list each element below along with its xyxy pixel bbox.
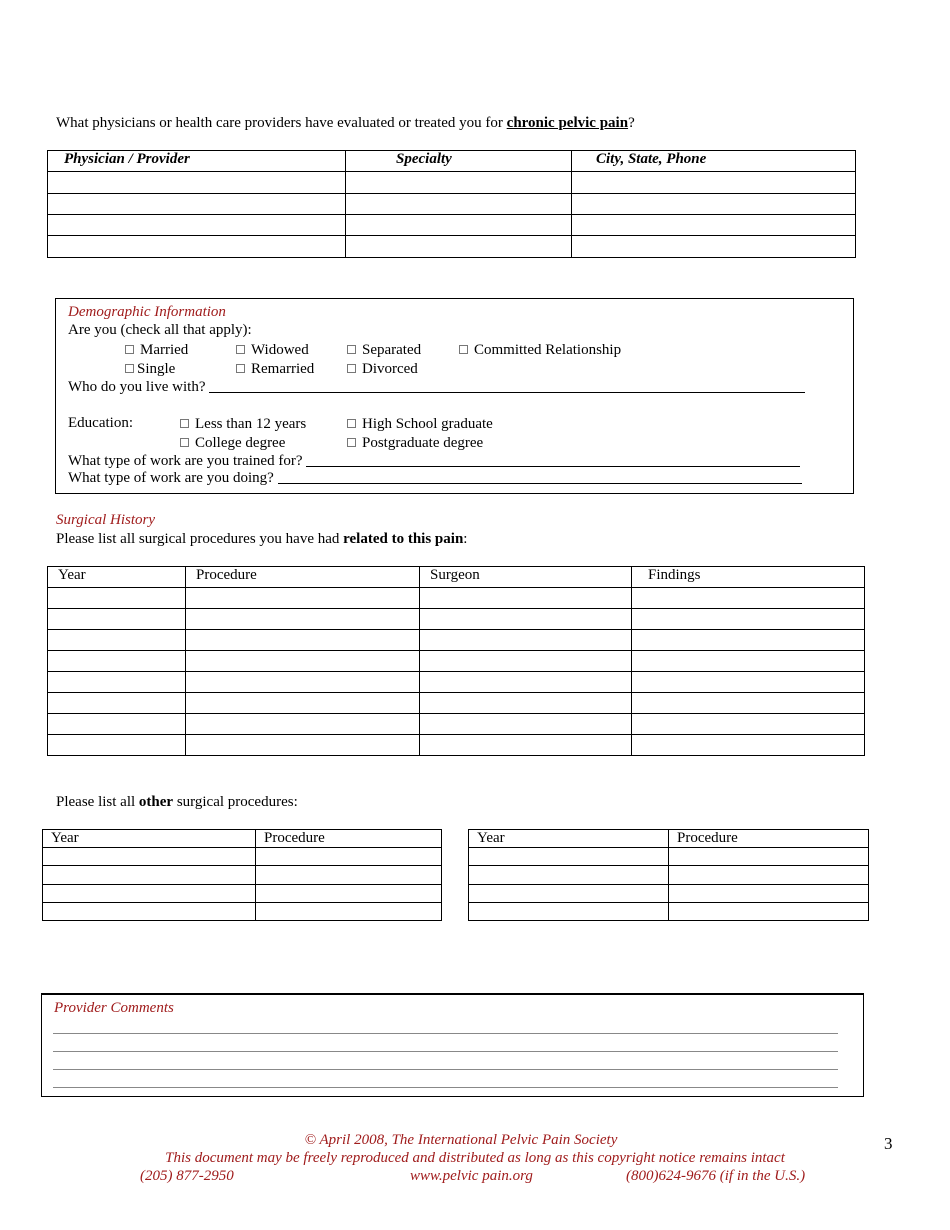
table-cell[interactable] <box>256 903 442 921</box>
header-city-state-phone: City, State, Phone <box>572 151 856 172</box>
question-suffix: ? <box>628 115 635 131</box>
table-row[interactable] <box>48 215 856 236</box>
table-cell[interactable] <box>186 714 420 735</box>
comment-line[interactable] <box>53 1033 838 1034</box>
table-cell[interactable] <box>346 215 572 236</box>
option-label: High School graduate <box>362 416 493 432</box>
other-prompt-suffix: surgical procedures: <box>173 794 298 810</box>
table-cell[interactable] <box>469 885 669 903</box>
table-cell[interactable] <box>669 866 869 885</box>
checkbox-icon[interactable] <box>236 364 245 373</box>
surgical-header-row <box>48 567 865 588</box>
table-cell[interactable] <box>632 672 865 693</box>
table-cell[interactable] <box>420 735 632 756</box>
live-with-field[interactable] <box>209 379 805 393</box>
table-cell[interactable] <box>420 672 632 693</box>
table-cell[interactable] <box>572 194 856 215</box>
trained-field[interactable] <box>306 453 800 467</box>
checkbox-icon[interactable] <box>459 345 468 354</box>
table-cell[interactable] <box>669 885 869 903</box>
other-surgical-prompt <box>56 794 298 811</box>
table-cell[interactable] <box>43 848 256 866</box>
other-surgical-table-left <box>42 829 442 921</box>
demographic-title: Demographic Information <box>68 304 226 320</box>
surgical-table <box>47 566 865 756</box>
checkbox-icon[interactable] <box>347 438 356 447</box>
table-row[interactable] <box>48 735 865 756</box>
option-label: Divorced <box>362 361 418 377</box>
option-label: Postgraduate degree <box>362 435 484 451</box>
table-cell[interactable] <box>48 172 346 194</box>
table-cell[interactable] <box>469 848 669 866</box>
table-cell[interactable] <box>572 236 856 258</box>
surgical-prompt-suffix: : <box>463 531 468 547</box>
other-surgical-table-right <box>468 829 869 921</box>
surgical-prompt <box>56 531 467 548</box>
checkbox-icon[interactable] <box>347 419 356 428</box>
check-prompt: Are you (check all that apply): <box>68 322 252 338</box>
option-divorced[interactable] <box>347 360 418 379</box>
trained-label: What type of work are you trained for? <box>68 453 303 469</box>
table-cell[interactable] <box>256 885 442 903</box>
header-procedure: Procedure <box>186 567 420 588</box>
table-row[interactable] <box>469 885 869 903</box>
option-married[interactable] <box>125 341 188 360</box>
table-cell[interactable] <box>572 215 856 236</box>
option-less-than-12[interactable] <box>180 415 306 434</box>
option-separated[interactable] <box>347 341 421 360</box>
providers-table <box>47 150 856 258</box>
live-with-row <box>68 379 813 396</box>
option-postgraduate[interactable] <box>347 434 483 453</box>
footer-copyright: © April 2008, The International Pelvic Pain Society <box>304 1132 618 1148</box>
doing-row <box>68 470 814 487</box>
table-cell[interactable] <box>669 848 869 866</box>
option-label: Remarried <box>251 361 315 377</box>
table-cell[interactable] <box>186 630 420 651</box>
table-row[interactable] <box>48 588 865 609</box>
table-cell[interactable] <box>48 651 186 672</box>
table-cell[interactable] <box>420 609 632 630</box>
table-row[interactable] <box>43 866 442 885</box>
comment-line[interactable] <box>53 1051 838 1052</box>
live-with-label: Who do you live with? <box>68 379 206 395</box>
table-cell[interactable] <box>420 714 632 735</box>
table-cell[interactable] <box>186 651 420 672</box>
table-cell[interactable] <box>43 903 256 921</box>
header-findings: Findings <box>632 567 865 588</box>
checkbox-icon[interactable] <box>236 345 245 354</box>
doing-field[interactable] <box>278 470 802 484</box>
table-row[interactable] <box>48 672 865 693</box>
option-label: College degree <box>195 435 286 451</box>
surgical-prompt-emphasis: related to this pain <box>343 531 464 547</box>
comment-line[interactable] <box>53 1069 838 1070</box>
checkbox-icon[interactable] <box>180 438 189 447</box>
provider-comments-title: Provider Comments <box>54 1000 174 1016</box>
table-cell[interactable] <box>186 609 420 630</box>
other-prompt-emphasis: other <box>138 794 174 810</box>
comment-line[interactable] <box>53 1087 838 1088</box>
table-row[interactable] <box>43 903 442 921</box>
table-cell[interactable] <box>420 693 632 714</box>
table-cell[interactable] <box>572 172 856 194</box>
checkbox-icon[interactable] <box>180 419 189 428</box>
table-cell[interactable] <box>48 215 346 236</box>
option-label: Less than 12 years <box>195 416 307 432</box>
table-row[interactable] <box>469 866 869 885</box>
header-surgeon: Surgeon <box>420 567 632 588</box>
provider-question <box>56 115 635 132</box>
footer-website[interactable]: www.pelvic pain.org <box>410 1168 533 1184</box>
table-cell[interactable] <box>420 651 632 672</box>
question-prefix: What physicians or health care providers have evaluated or treated you for <box>56 115 507 131</box>
table-cell[interactable] <box>48 735 186 756</box>
education-label: Education: <box>68 415 133 431</box>
table-cell[interactable] <box>346 172 572 194</box>
option-label: Widowed <box>251 342 309 358</box>
table-cell[interactable] <box>420 630 632 651</box>
table-cell[interactable] <box>48 194 346 215</box>
table-cell[interactable] <box>632 693 865 714</box>
option-high-school[interactable] <box>347 415 493 434</box>
other-prompt-prefix: Please list all <box>56 794 139 810</box>
table-cell[interactable] <box>632 714 865 735</box>
table-row[interactable] <box>469 903 869 921</box>
table-cell[interactable] <box>48 588 186 609</box>
header-year: Year <box>48 567 186 588</box>
footer-notice: This document may be freely reproduced and distributed as long as this copyright notice remains intact <box>165 1150 785 1166</box>
table-cell[interactable] <box>632 609 865 630</box>
table-row[interactable] <box>48 172 856 194</box>
header-physician: Physician / Provider <box>48 151 346 172</box>
table-cell[interactable] <box>186 588 420 609</box>
footer-tollfree: (800)624-9676 (if in the U.S.) <box>626 1168 806 1184</box>
option-college[interactable] <box>180 434 285 453</box>
table-cell[interactable] <box>632 630 865 651</box>
table-row[interactable] <box>48 609 865 630</box>
table-cell[interactable] <box>48 630 186 651</box>
table-cell[interactable] <box>256 866 442 885</box>
table-row[interactable] <box>48 693 865 714</box>
table-cell[interactable] <box>186 735 420 756</box>
surgical-title: Surgical History <box>56 512 156 528</box>
option-label: Separated <box>362 342 422 358</box>
table-cell[interactable] <box>48 236 346 258</box>
header-procedure: Procedure <box>669 830 869 848</box>
table-cell[interactable] <box>48 693 186 714</box>
question-emphasis: chronic pelvic pain <box>506 115 629 131</box>
table-cell[interactable] <box>469 866 669 885</box>
option-committed[interactable] <box>459 341 621 360</box>
option-label: Single <box>137 361 176 377</box>
header-year: Year <box>469 830 669 848</box>
footer-phone: (205) 877-2950 <box>140 1168 234 1184</box>
option-label: Committed Relationship <box>474 342 622 358</box>
table-row[interactable] <box>43 885 442 903</box>
table-cell[interactable] <box>186 672 420 693</box>
table-cell[interactable] <box>346 236 572 258</box>
table-cell[interactable] <box>669 903 869 921</box>
checkbox-icon[interactable] <box>347 345 356 354</box>
other-left-header-row <box>43 830 442 848</box>
surgical-prompt-prefix: Please list all surgical procedures you have had <box>56 531 344 547</box>
option-remarried[interactable] <box>236 360 314 379</box>
option-widowed[interactable] <box>236 341 309 360</box>
table-cell[interactable] <box>48 609 186 630</box>
table-cell[interactable] <box>346 194 572 215</box>
checkbox-icon[interactable] <box>347 364 356 373</box>
checkbox-icon[interactable] <box>125 345 134 354</box>
option-label: Married <box>140 342 189 358</box>
table-cell[interactable] <box>186 693 420 714</box>
trained-row <box>68 453 813 470</box>
table-row[interactable] <box>43 848 442 866</box>
checkbox-icon[interactable] <box>125 364 134 373</box>
header-procedure: Procedure <box>256 830 442 848</box>
table-cell[interactable] <box>48 714 186 735</box>
table-row[interactable] <box>48 194 856 215</box>
option-single[interactable] <box>125 360 175 379</box>
page-number: 3 <box>884 1134 893 1153</box>
table-cell[interactable] <box>420 588 632 609</box>
table-cell[interactable] <box>43 885 256 903</box>
table-cell[interactable] <box>632 735 865 756</box>
table-row[interactable] <box>48 630 865 651</box>
table-cell[interactable] <box>43 866 256 885</box>
table-cell[interactable] <box>632 651 865 672</box>
table-row[interactable] <box>48 714 865 735</box>
table-cell[interactable] <box>256 848 442 866</box>
providers-header-row <box>48 151 856 172</box>
table-cell[interactable] <box>632 588 865 609</box>
table-row[interactable] <box>48 236 856 258</box>
table-row[interactable] <box>469 848 869 866</box>
other-right-header-row <box>469 830 869 848</box>
header-specialty: Specialty <box>346 151 572 172</box>
table-cell[interactable] <box>469 903 669 921</box>
header-year: Year <box>43 830 256 848</box>
table-row[interactable] <box>48 651 865 672</box>
doing-label: What type of work are you doing? <box>68 470 274 486</box>
table-cell[interactable] <box>48 672 186 693</box>
